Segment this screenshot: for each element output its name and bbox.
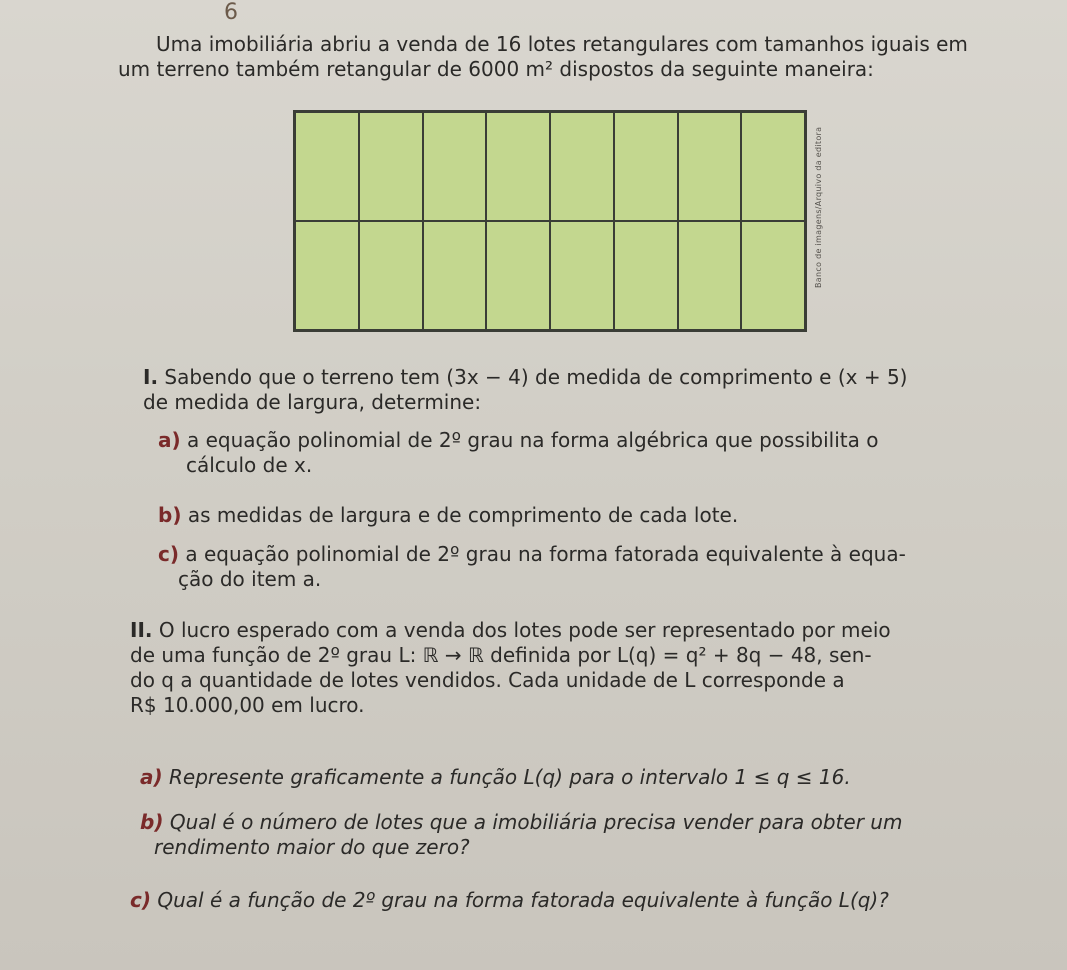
question-2-item-a <box>140 765 1040 790</box>
lot-cell <box>423 221 487 330</box>
item-letter: b) <box>140 810 164 834</box>
question-2-item-b <box>140 810 1050 860</box>
question-1-item-c <box>158 542 1028 592</box>
lot-cell <box>550 112 614 221</box>
item-letter: a) <box>158 428 181 452</box>
question-1-line-2: de medida de largura, determine: <box>143 390 482 414</box>
question-1-item-a <box>158 428 1028 478</box>
page-marker: 6 <box>224 0 238 25</box>
intro-line-2: um terreno também retangular de 6000 m² dispostos da seguinte maneira: <box>118 57 874 81</box>
question-2-line-4: R$ 10.000,00 em lucro. <box>130 693 365 717</box>
lot-cell <box>678 221 742 330</box>
item-letter: c) <box>158 542 179 566</box>
item-text-line-1: Qual é o número de lotes que a imobiliária precisa vender para obter um <box>169 810 903 834</box>
lot-cell <box>486 112 550 221</box>
item-text-line-2: cálculo de x. <box>186 453 313 477</box>
item-text-line-1: a equação polinomial de 2º grau na forma fatorada equivalente à equa- <box>185 542 906 566</box>
lot-cell <box>741 221 805 330</box>
lot-cell <box>614 112 678 221</box>
lot-cell <box>678 112 742 221</box>
question-1-item-b <box>158 503 1028 528</box>
image-credit: Banco de imagens/Arquivo da editora <box>814 126 823 288</box>
lot-cell <box>359 112 423 221</box>
lots-grid <box>293 110 807 332</box>
lot-cell <box>295 112 359 221</box>
lot-cell <box>486 221 550 330</box>
lots-figure <box>293 110 805 330</box>
question-2-line-1: O lucro esperado com a venda dos lotes pode ser representado por meio <box>158 618 891 642</box>
item-text-line-2: ção do item a. <box>178 567 322 591</box>
lot-cell <box>741 112 805 221</box>
question-1-number: I. <box>143 365 159 389</box>
lot-cell <box>295 221 359 330</box>
intro-paragraph <box>118 32 1018 82</box>
question-1-statement <box>143 365 1023 415</box>
question-2-item-c <box>130 888 1050 913</box>
item-letter: c) <box>130 888 151 912</box>
lot-cell <box>550 221 614 330</box>
question-2-line-2: de uma função de 2º grau L: ℝ → ℝ definida por L(q) = q² + 8q − 48, sen- <box>130 643 872 667</box>
item-letter: a) <box>140 765 163 789</box>
intro-line-1: Uma imobiliária abriu a venda de 16 lotes retangulares com tamanhos iguais em <box>156 32 968 56</box>
question-2-number: II. <box>130 618 153 642</box>
lot-cell <box>359 221 423 330</box>
item-text-line-1: Represente graficamente a função L(q) para o intervalo 1 ≤ q ≤ 16. <box>169 765 851 789</box>
item-text-line-1: as medidas de largura e de comprimento de cada lote. <box>187 503 739 527</box>
item-text-line-1: Qual é a função de 2º grau na forma fatorada equivalente à função L(q)? <box>157 888 889 912</box>
item-letter: b) <box>158 503 182 527</box>
question-1-line-1: Sabendo que o terreno tem (3x − 4) de medida de comprimento e (x + 5) <box>164 365 908 389</box>
question-2-line-3: do q a quantidade de lotes vendidos. Cada unidade de L corresponde a <box>130 668 845 692</box>
item-text-line-1: a equação polinomial de 2º grau na forma algébrica que possibilita o <box>187 428 879 452</box>
lot-cell <box>423 112 487 221</box>
item-text-line-2: rendimento maior do que zero? <box>154 835 470 859</box>
lot-cell <box>614 221 678 330</box>
question-2-statement <box>130 618 1030 718</box>
